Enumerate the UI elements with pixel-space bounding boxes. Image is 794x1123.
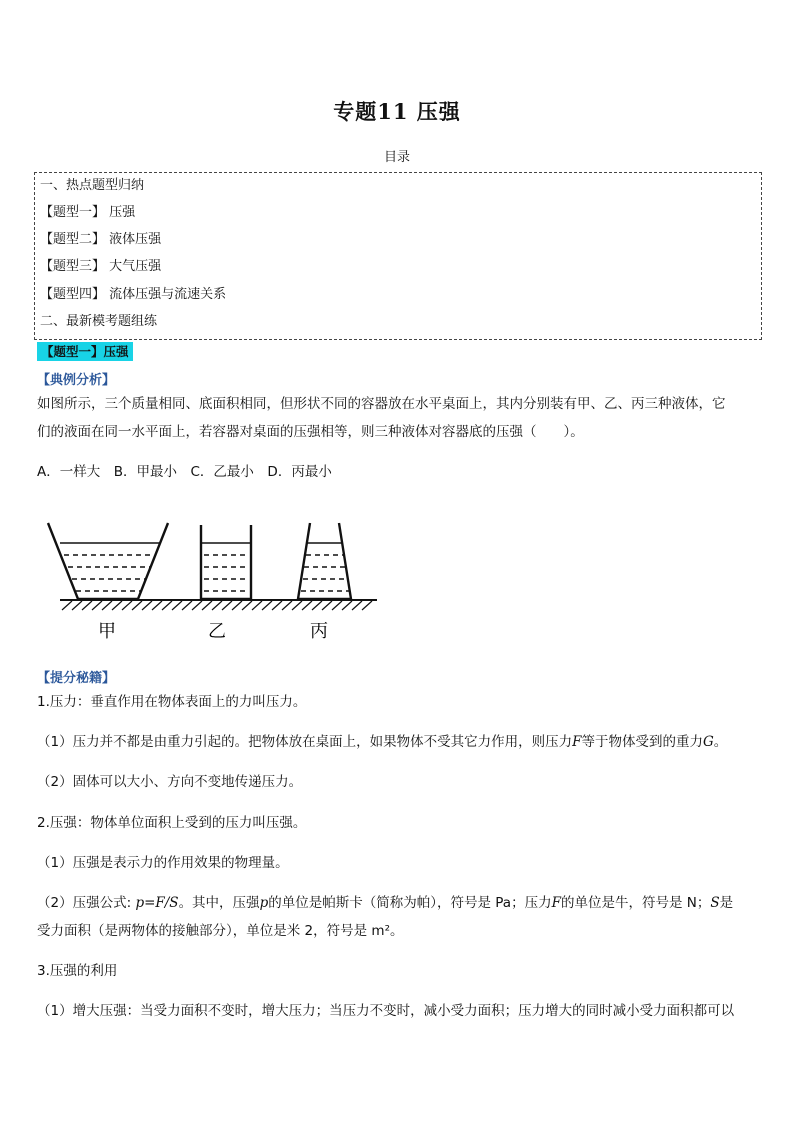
symbol-F: F [572,734,582,750]
text-run: 。 [713,734,728,750]
text-run: 。其中，压强 [178,895,260,911]
label-bing: 丙 [310,621,328,642]
text-run: 的单位是牛，符号是 N； [560,895,711,911]
question-options: A．一样大 B．甲最小 C．乙最小 D．丙最小 [37,464,332,480]
content-paragraph [37,731,759,753]
content-paragraph [37,892,759,914]
toc-item[interactable]: 【题型三】 大气压强 [40,259,162,274]
symbol-F: F [551,895,561,911]
toc-item[interactable]: 二、最新模考题组练 [40,314,158,329]
content-paragraph: 2.压强：物体单位面积上受到的压力叫压强。 [37,815,307,831]
tips-heading: 【提分秘籍】 [37,671,116,686]
text-run: （2）压强公式: [37,895,136,911]
content-paragraph: 受力面积（是两物体的接触部分），单位是米 2，符号是 m²。 [37,923,404,939]
label-yi: 乙 [208,621,226,642]
text-run: （1）压力并不都是由重力引起的。把物体放在桌面上，如果物体不受其它力作用，则压力 [37,734,573,750]
toc-item[interactable]: 一、热点题型归纳 [40,178,145,193]
containers-figure [40,515,385,645]
text-run: 等于物体受到的重力 [581,734,703,750]
content-paragraph: （1）增大压强：当受力面积不变时，增大压力；当压力不变时，减小受力面积；压力增大的同时减小受力面积都可以 [37,1003,735,1019]
text-run: 的单位是帕斯卡（简称为帕），符号是 Pa；压力 [268,895,552,911]
symbol-p: p [259,895,269,911]
symbol-G: G [702,734,714,750]
text-run: 是 [719,895,734,911]
content-paragraph: （2）固体可以大小、方向不变地传递压力。 [37,774,303,790]
content-paragraph: （1）压强是表示力的作用效果的物理量。 [37,855,289,871]
label-jia: 甲 [98,621,116,642]
example-heading: 【典例分析】 [37,373,116,388]
document-title: 专题11 压强 [333,99,461,124]
content-paragraph: 1.压力：垂直作用在物体表面上的力叫压力。 [37,694,307,710]
formula: p=F/S [135,895,179,911]
content-paragraph: 3.压强的利用 [37,963,118,979]
symbol-S: S [710,895,720,911]
toc-item[interactable]: 【题型一】 压强 [40,205,136,220]
question-line: 们的液面在同一水平面上，若容器对桌面的压强相等，则三种液体对容器底的压强（ ）。 [37,424,584,440]
toc-item[interactable]: 【题型四】 流体压强与流速关系 [40,287,227,302]
toc-item[interactable]: 【题型二】 液体压强 [40,232,162,247]
toc-heading: 目录 [383,150,410,165]
section-tag: 【题型一】压强 [37,342,133,361]
question-line: 如图所示，三个质量相同、底面积相同，但形状不同的容器放在水平桌面上，其内分别装有甲、乙、丙三种液体，它 [37,396,726,412]
